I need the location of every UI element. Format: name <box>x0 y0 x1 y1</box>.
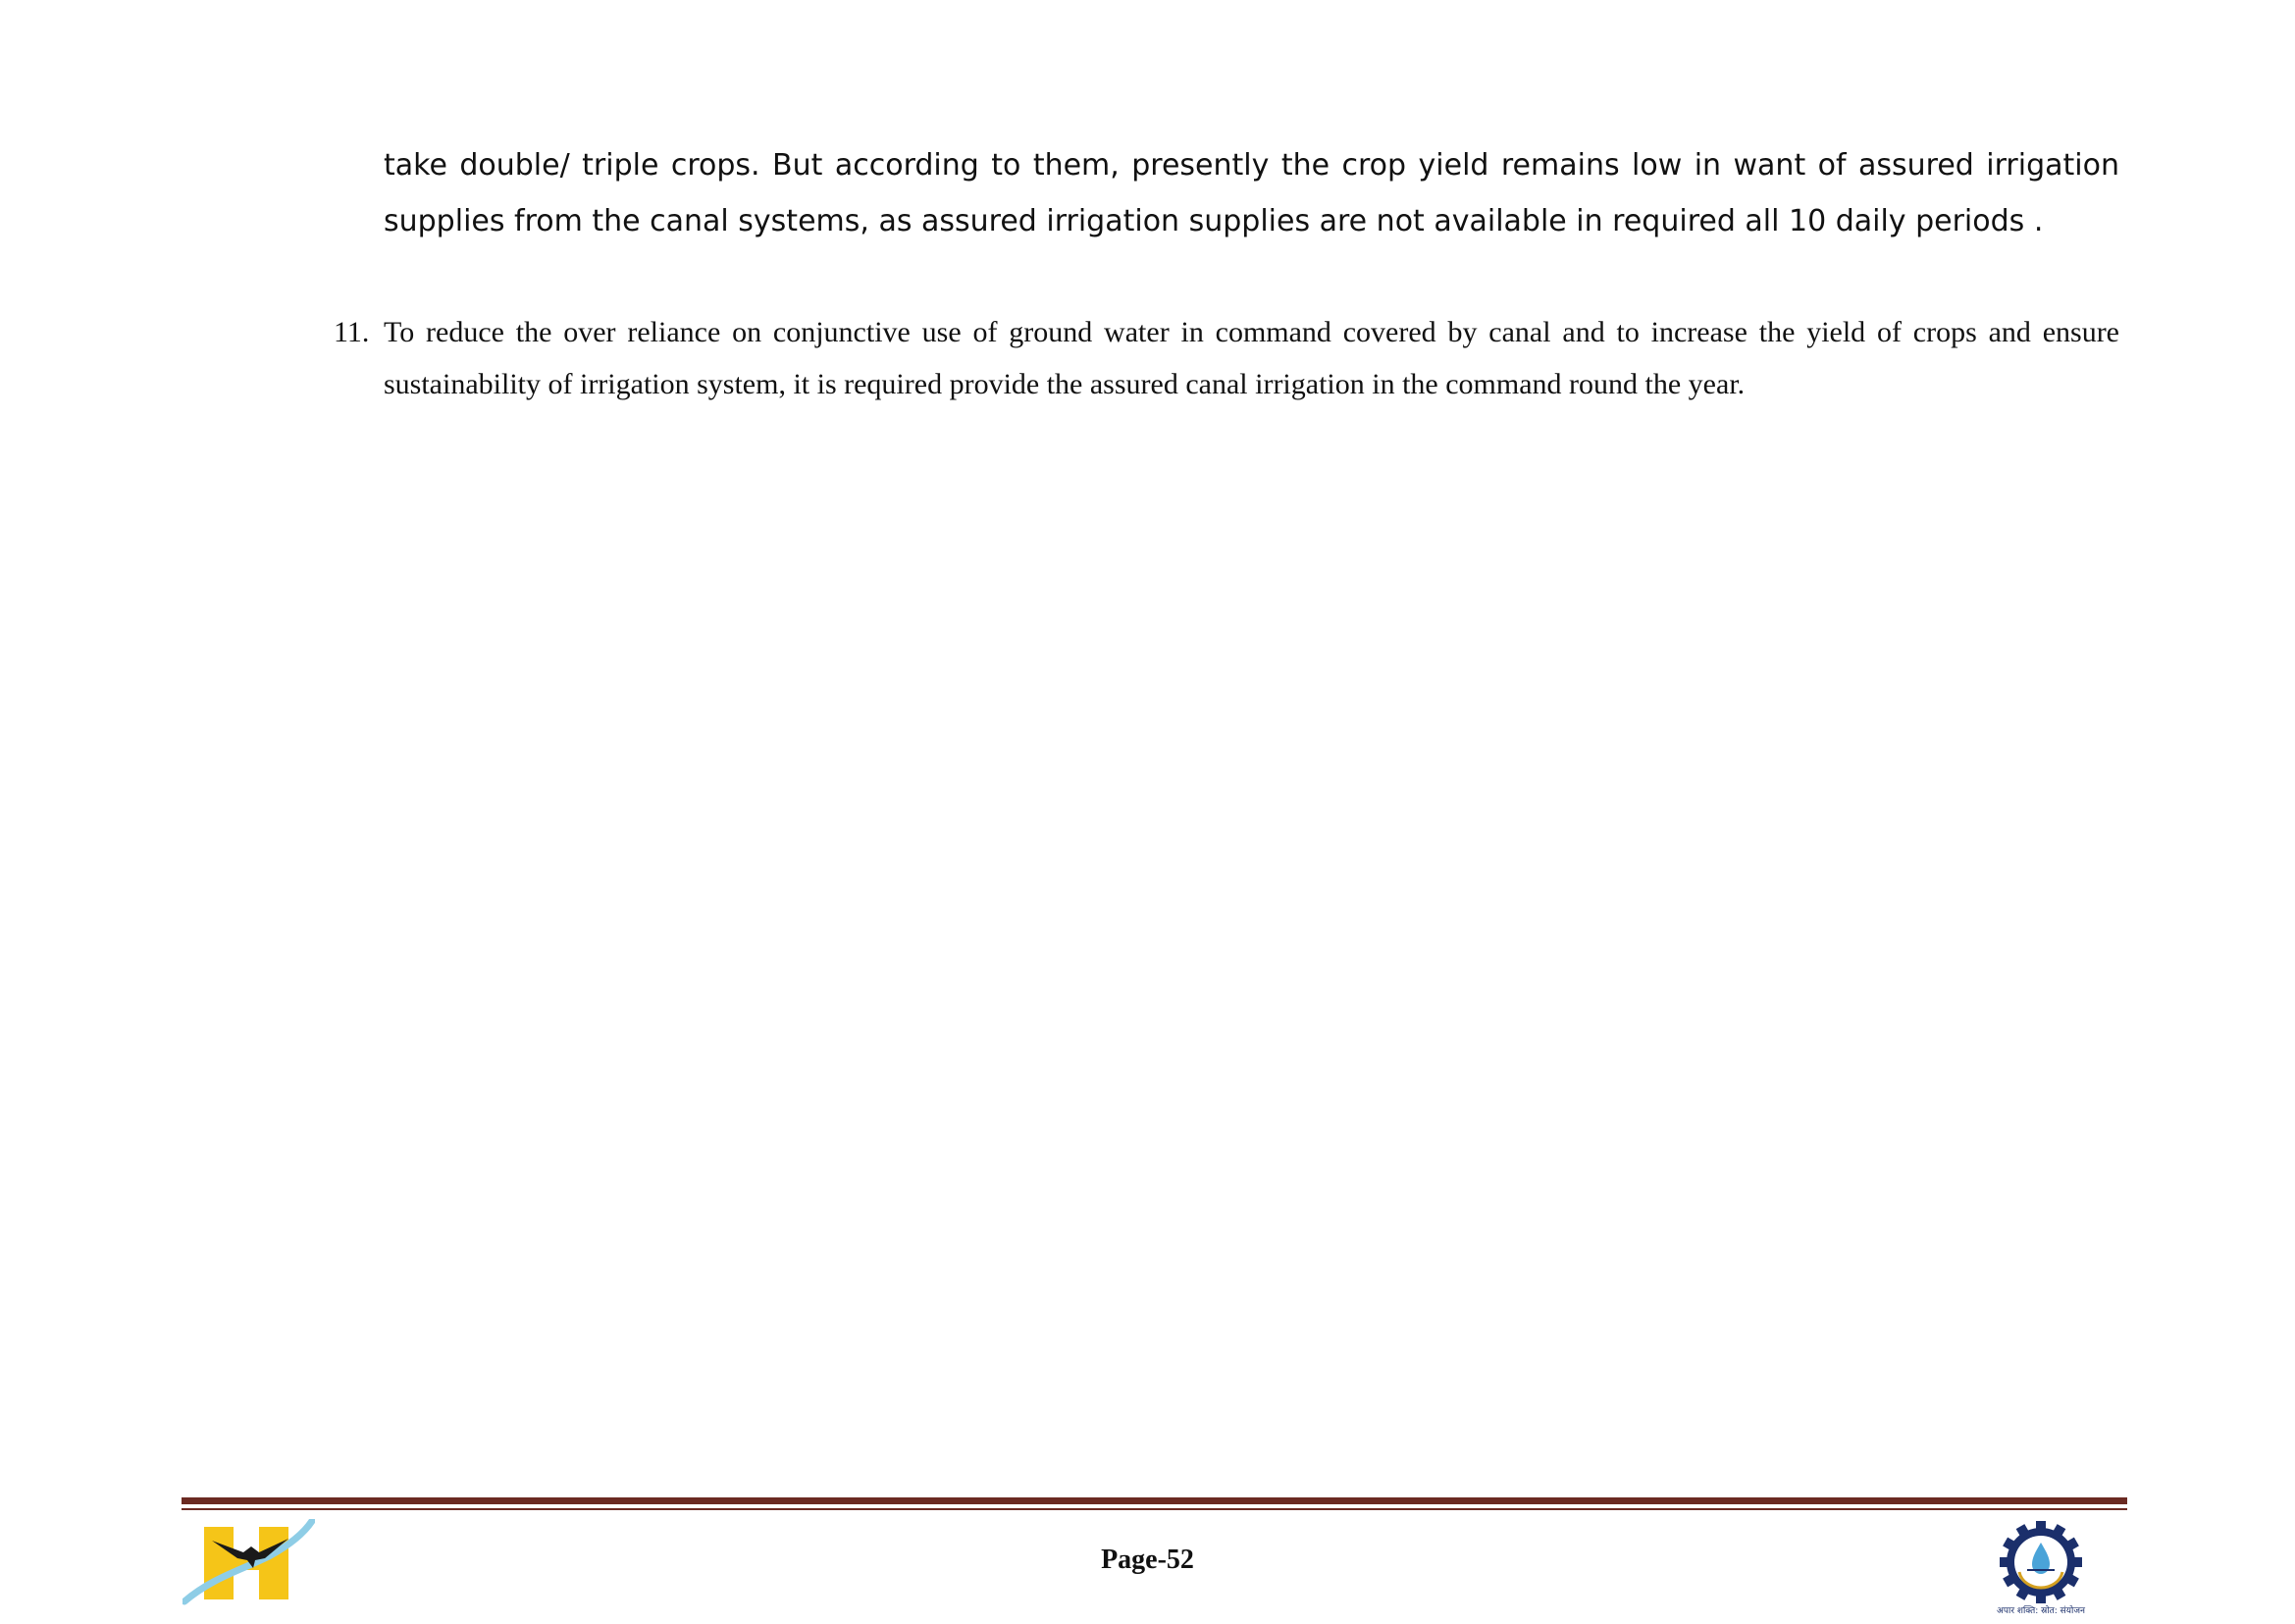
footer-divider-thick <box>182 1497 2127 1504</box>
continuation-paragraph: take double/ triple crops. But according to them, presently the crop yield remains low in want of assured irrigation supplies from the canal systems, as assured irrigation supplies are not available in required all 10 daily periods . <box>384 148 2119 238</box>
footer-divider-thin <box>182 1508 2127 1510</box>
emblem-motto: अपार शक्ति: स्रोत: संयोजन <box>1997 1606 2085 1616</box>
page-number: Page-52 <box>1101 1545 1194 1575</box>
gear-emblem-logo-icon <box>1978 1521 2104 1619</box>
item-number: 11. <box>334 316 370 348</box>
item-text: To reduce the over reliance on conjunctive use of ground water in command covered by canal and to increase the yield of crops and ensure sustainability of irrigation system, it is required provide the assured canal irrigation in the command round the year. <box>384 316 2119 400</box>
